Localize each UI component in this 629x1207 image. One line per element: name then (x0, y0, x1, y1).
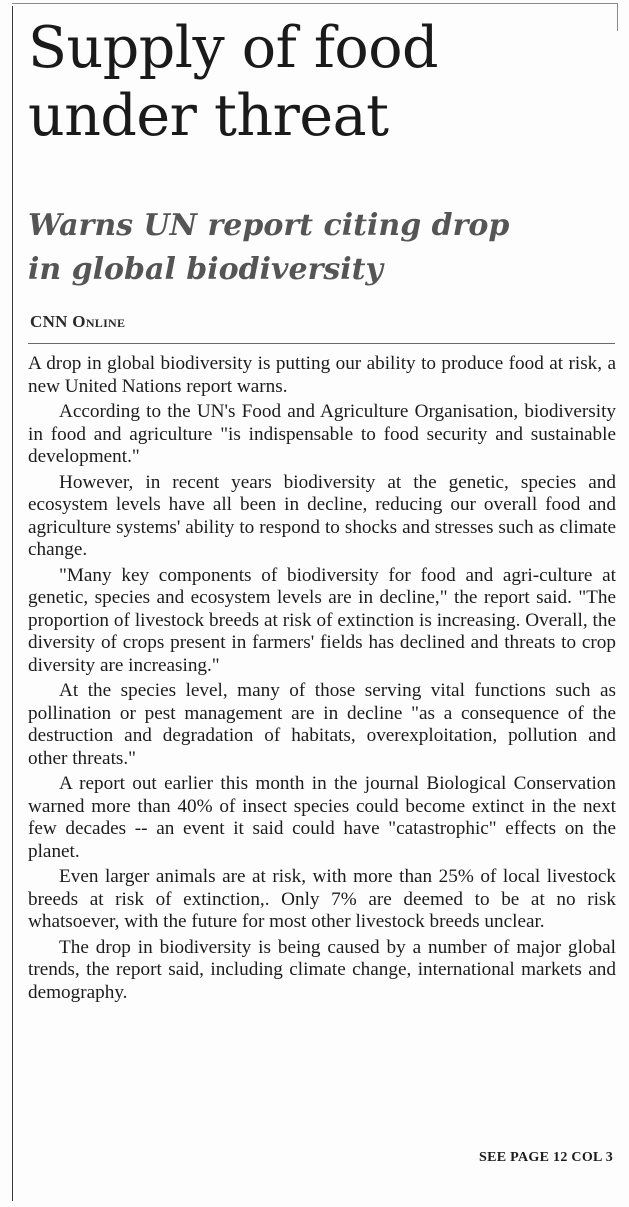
subheadline-line: Warns UN report citing drop (28, 208, 510, 243)
subheadline (28, 204, 618, 292)
article-paragraph: "Many key components of biodiversity for food and agri-culture at genetic, species and ecosystem levels are in decline," the report said. "The proportion of livestock breeds at risk of extinction is increasing. Overall, the diversity of crops present in farmers' fields has declined and threats to crop diversity are increasing." (28, 564, 616, 676)
source-suffix: Online (72, 312, 126, 331)
byline-source (30, 312, 125, 332)
source-name: CNN (30, 312, 68, 331)
column-rule (12, 6, 13, 1201)
article-paragraph: However, in recent years biodiversity at the genetic, species and ecosystem levels have all been in decline, reducing our overall food and agriculture systems' ability to respond to shocks and stresses such as climate change. (28, 471, 616, 560)
article-body (28, 353, 616, 1007)
article-paragraph: At the species level, many of those serving vital functions such as pollination or pest management are in decline "as a consequence of the destruction and degradation of habitats, overexploitation, pollution and other threats." (28, 680, 616, 769)
continuation-jump: SEE PAGE 12 COL 3 (479, 1150, 613, 1165)
byline-divider (28, 343, 615, 344)
article-paragraph: The drop in biodiversity is being caused by a number of major global trends, the report said, including climate change, international markets and demography. (28, 936, 616, 1003)
top-rule (12, 3, 617, 4)
article-paragraph: Even larger animals are at risk, with more than 25% of local livestock breeds at risk of extinction,. Only 7% are deemed to be at no risk whatsoever, with the future for most other livestock breeds unclear. (28, 866, 616, 932)
article-paragraph: A drop in global biodiversity is putting our ability to produce food at risk, a new United Nations report warns. (28, 353, 616, 397)
headline-line: Supply of food (28, 15, 439, 81)
article-paragraph: A report out earlier this month in the journal Biological Conservation warned more than 40% of insect species could become extinct in the next few decades -- an event it said could have "catastrophic" effects on the planet. (28, 773, 616, 862)
subheadline-line: in global biodiversity (28, 252, 383, 287)
article-paragraph: According to the UN's Food and Agriculture Organisation, biodiversity in food and agriculture "is indispensable to food security and sustainable development." (28, 401, 616, 467)
headline-line: under threat (28, 83, 389, 149)
headline (28, 14, 618, 150)
